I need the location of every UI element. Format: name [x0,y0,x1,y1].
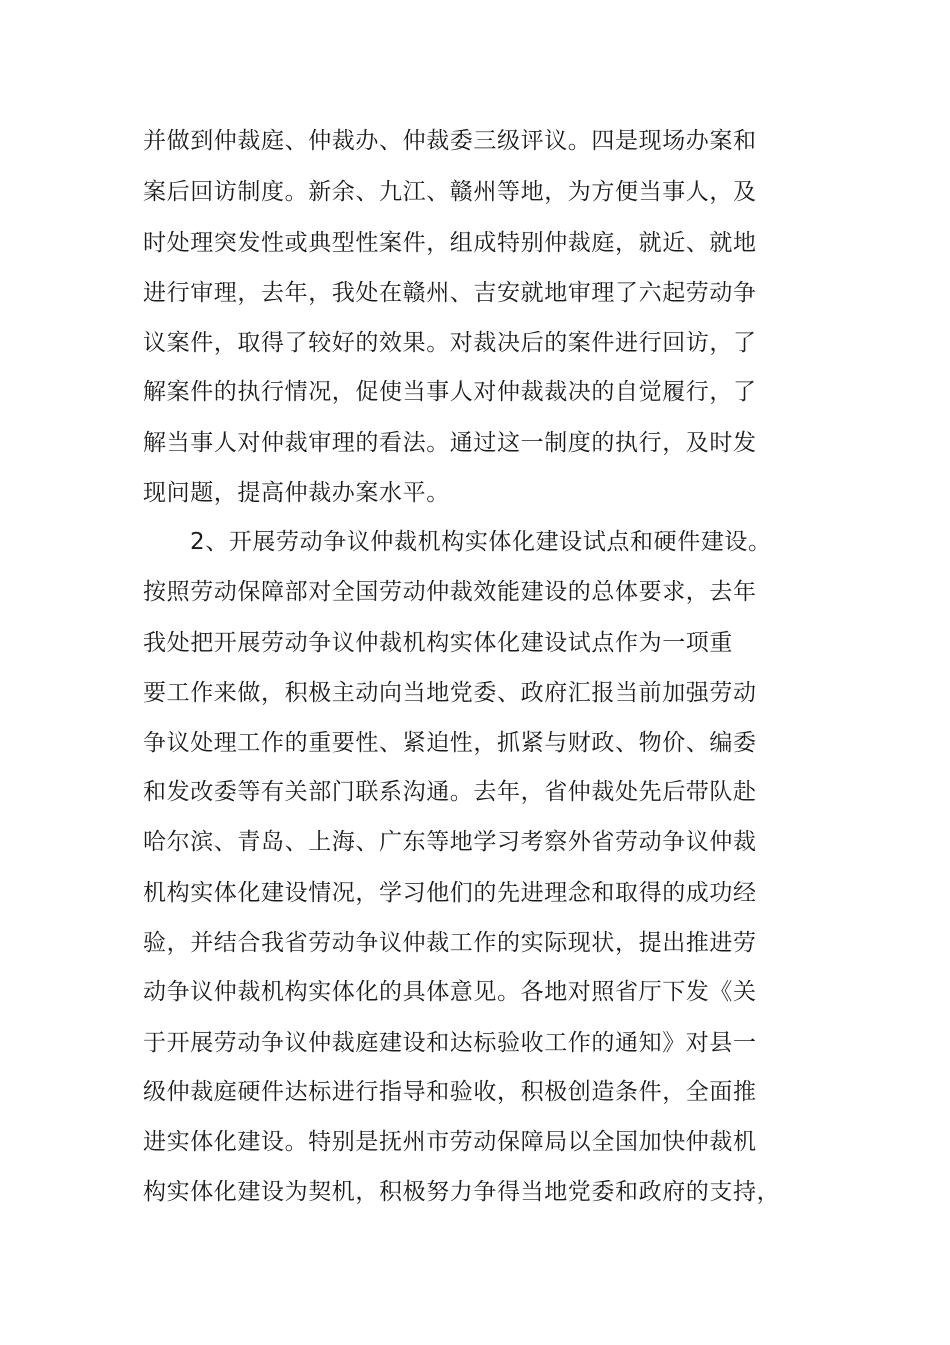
text-line: 争议处理工作的重要性、紧迫性，抓紧与财政、物价、编委 [143,730,757,756]
text-line: 解当事人对仲裁审理的看法。通过这一制度的执行，及时发 [143,430,757,456]
text-line: 进行审理，去年，我处在赣州、吉安就地审理了六起劳动争 [143,280,757,306]
text-line: 时处理突发性或典型性案件，组成特别仲裁庭，就近、就地 [143,230,757,256]
text-line: 并做到仲裁庭、仲裁办、仲裁委三级评议。四是现场办案和 [143,128,757,154]
text-line: 现问题，提高仲裁办案水平。 [143,480,450,506]
text-line: 和发改委等有关部门联系沟通。去年，省仲裁处先后带队赴 [143,779,757,805]
text-line: 案后回访制度。新余、九江、赣州等地，为方便当事人，及 [143,179,757,205]
text-line: 按照劳动保障部对全国劳动仲裁效能建设的总体要求，去年 [143,579,757,605]
text-line: 议案件，取得了较好的效果。对裁决后的案件进行回访，了 [143,330,757,356]
text-line: 构实体化建设为契机，积极努力争得当地党委和政府的支持， [143,1179,781,1205]
text-line: 要工作来做，积极主动向当地党委、政府汇报当前加强劳动 [143,680,757,706]
text-line: 动争议仲裁机构实体化的具体意见。各地对照省厅下发《关 [143,979,757,1005]
text-line: 解案件的执行情况，促使当事人对仲裁裁决的自觉履行，了 [143,379,757,405]
text-line: 我处把开展劳动争议仲裁机构实体化建设试点作为一项重 [143,630,733,656]
text-line: 于开展劳动争议仲裁庭建设和达标验收工作的通知》对县一 [143,1030,757,1056]
text-line: 进实体化建设。特别是抚州市劳动保障局以全国加快仲裁机 [143,1129,757,1155]
section-heading: 2、开展劳动争议仲裁机构实体化建设试点和硬件建设。 [190,529,772,555]
text-line: 哈尔滨、青岛、上海、广东等地学习考察外省劳动争议仲裁 [143,829,757,855]
text-line: 级仲裁庭硬件达标进行指导和验收，积极创造条件，全面推 [143,1079,757,1105]
text-line: 机构实体化建设情况，学习他们的先进理念和取得的成功经 [143,880,757,906]
text-line: 验，并结合我省劳动争议仲裁工作的实际现状，提出推进劳 [143,930,757,956]
